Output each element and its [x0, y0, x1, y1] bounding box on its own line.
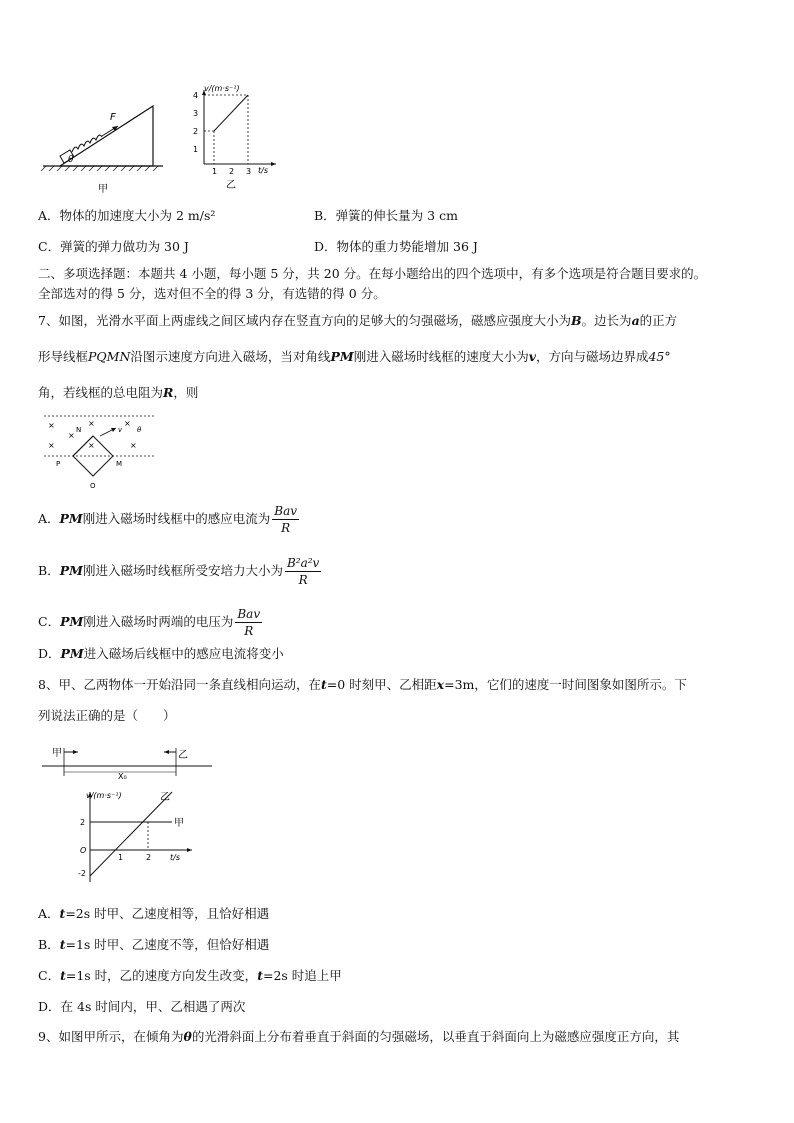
vt-xtick-2: 2	[146, 853, 152, 862]
vt-ytick-2: 2	[80, 818, 86, 827]
line-yi-label: 乙	[160, 792, 170, 803]
x0-label: X₀	[118, 772, 127, 781]
fraction: $\frac{\text{Bav}}{R}$	[274, 504, 298, 535]
q7-stem-line1: 7、如图，光滑水平面上两虚线之间区域内存在竖直方向的足够大的匀强磁场，磁感应强度大小为B。边长为a的正方	[38, 313, 678, 328]
figure-yi-vt-graph	[190, 82, 280, 194]
yi-xtick-3: 3	[246, 167, 252, 176]
line-jia-label: 甲	[174, 818, 184, 829]
q8-option-a: A．t=2s 时甲、乙速度相等，且恰好相遇	[38, 906, 270, 921]
theta-label: θ	[137, 426, 142, 434]
q8-option-d: D．在 4s 时间内，甲、乙相遇了两次	[38, 999, 246, 1014]
field-cross: ×	[48, 441, 55, 450]
q8-vt-graph	[60, 786, 200, 886]
field-cross: ×	[124, 419, 131, 428]
yi-label: 乙	[178, 750, 188, 761]
q7-option-d: D．PM进入磁场后线框中的感应电流将变小	[38, 646, 284, 661]
vt-axis-y-label: v/(m·s⁻¹)	[86, 791, 122, 800]
q6-option-c: C．弹簧的弹力做功为 30 J	[38, 239, 189, 254]
q8-option-b: B．t=1s 时甲、乙速度不等，但恰好相遇	[38, 937, 270, 952]
figure-yi-caption: 乙	[226, 180, 236, 191]
section2-line2: 全部选对的得 5 分，选对但不全的得 3 分，有选错的得 0 分。	[38, 286, 386, 301]
yi-ytick-1: 1	[193, 145, 199, 154]
vt-xtick-1: 1	[118, 853, 124, 862]
field-cross: ×	[88, 419, 95, 428]
yi-axis-x-label: t/s	[258, 166, 268, 175]
force-label: F	[110, 112, 116, 123]
section2-line1: 二、多项选择题：本题共 4 小题，每小题 5 分，共 20 分。在每小题给出的四个选项中，有多个选项是符合题目要求的。	[38, 266, 707, 281]
yi-ytick-4: 4	[193, 91, 199, 100]
field-cross: ×	[48, 421, 55, 430]
q7-stem-line3: 角，若线框的总电阻为R，则	[38, 385, 199, 400]
q8-stem-line1: 8、甲、乙两物体一开始沿同一条直线相向运动，在t=0 时刻甲、乙相距x=3m，它们的速度一时间图象如图所示。下	[38, 677, 687, 692]
yi-ytick-3: 3	[193, 109, 199, 118]
field-cross: ×	[68, 431, 75, 440]
vt-origin-label: O	[80, 846, 87, 855]
vt-axis-x-label: t/s	[170, 853, 180, 862]
figure-jia-incline	[38, 98, 168, 198]
vertex-m-label: M	[116, 460, 123, 468]
fraction: $\frac{\text{Bav}}{R}$	[237, 607, 261, 638]
yi-xtick-2: 2	[229, 167, 235, 176]
vt-ytick-neg2: -2	[78, 869, 86, 878]
q8-stem-line2: 列说法正确的是（ ）	[38, 708, 176, 723]
yi-ytick-2: 2	[193, 127, 199, 136]
theta-label: θ	[68, 155, 74, 165]
jia-label: 甲	[52, 748, 62, 759]
q8-option-c: C．t=1s 时，乙的速度方向发生改变，t=2s 时追上甲	[38, 968, 342, 983]
q7-option-c: C．PM刚进入磁场时两端的电压为 $\frac{\text{Bav}}{R}$	[38, 607, 261, 638]
q8-position-figure	[40, 742, 215, 782]
q7-option-a: A．PM刚进入磁场时线框中的感应电流为 $\frac{\text{Bav}}{R}$	[38, 504, 298, 535]
q7-stem-line2: 形导线框PQMN沿图示速度方向进入磁场，当对角线PM刚进入磁场时线框的速度大小为v，方向与磁场边界成45°	[38, 349, 671, 364]
vertex-o-label: O	[90, 482, 96, 490]
q7-option-b: B．PM刚进入磁场时线框所受安培力大小为 $\frac{\text{B²a²v}}{R}$	[38, 556, 320, 587]
field-cross: ×	[130, 441, 137, 450]
vertex-p-label: P	[56, 460, 61, 468]
q6-option-d: D．物体的重力势能增加 36 J	[314, 239, 478, 254]
q6-option-b: B．弹簧的伸长量为 3 cm	[314, 208, 458, 223]
yi-axis-y-label: v/(m·s⁻¹)	[204, 84, 240, 93]
field-cross: ×	[88, 441, 95, 450]
vertex-n-label: N	[76, 426, 82, 434]
q7-magnetic-field-figure	[40, 410, 160, 490]
yi-xtick-1: 1	[212, 167, 218, 176]
fraction: $\frac{\text{B²a²v}}{R}$	[286, 556, 320, 587]
velocity-label: v	[118, 426, 123, 434]
q9-stem-line1: 9、如图甲所示，在倾角为θ的光滑斜面上分布着垂直于斜面的匀强磁场，以垂直于斜面向上为磁感应强度正方向，其	[38, 1029, 680, 1044]
figure-jia-caption: 甲	[98, 184, 108, 195]
q6-option-a: A．物体的加速度大小为 2 m/s²	[38, 208, 216, 223]
